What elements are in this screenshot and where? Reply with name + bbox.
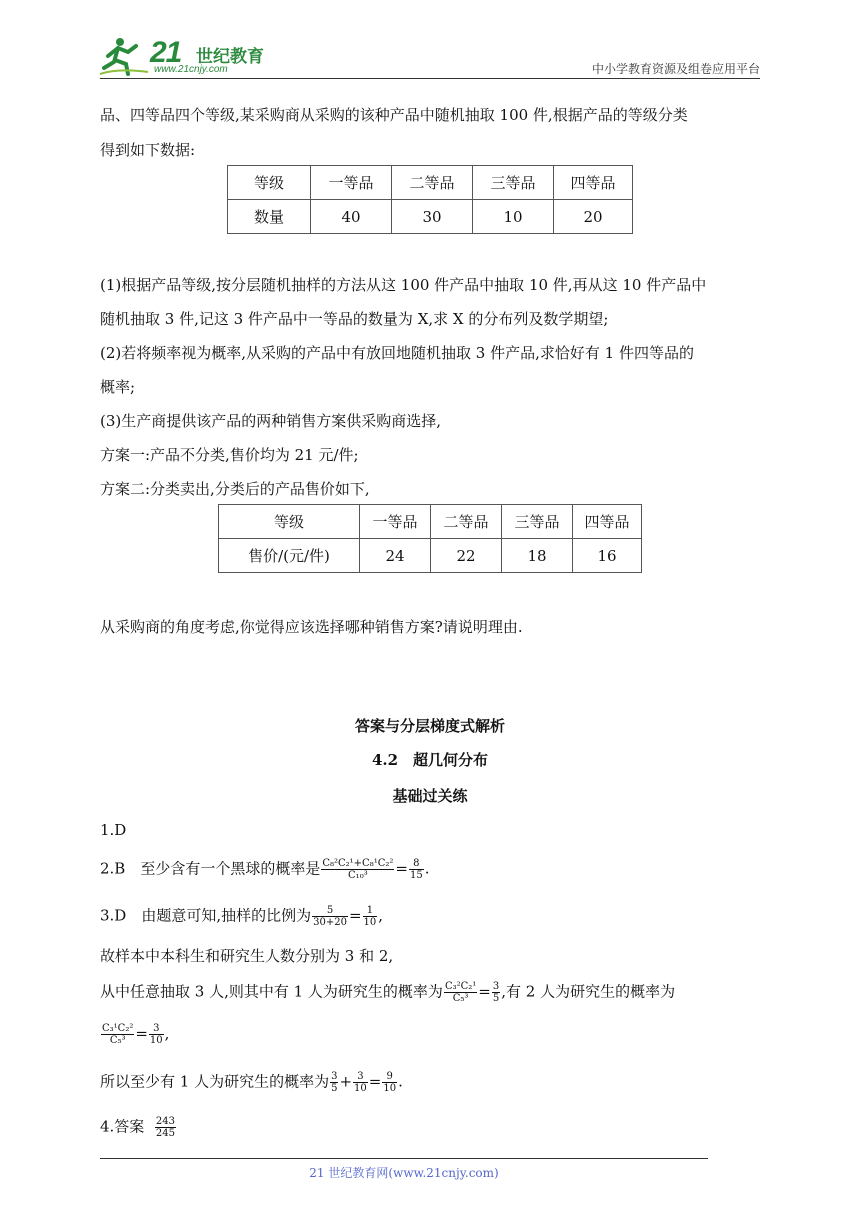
fraction-denominator: C₁₀³ (348, 870, 368, 881)
answer-text: ,有 2 人为研究生的概率为 (501, 982, 676, 1001)
table-cell: 四等品 (554, 166, 633, 200)
fraction-denominator: 10 (383, 1083, 397, 1094)
fraction (444, 981, 477, 1004)
fraction-denominator: 30+20 (313, 917, 347, 928)
table-cell: 24 (360, 539, 431, 573)
fraction (312, 905, 348, 928)
question-line-1: (1)根据产品等级,按分层随机抽样的方法从这 100 件产品中抽取 10 件,再从这 10 件产品中 (100, 276, 707, 294)
question-line-6: 方案一:产品不分类,售价均为 21 元/件; (100, 446, 359, 464)
fraction-numerator: 5 (312, 905, 348, 917)
table-cell: 16 (573, 539, 642, 573)
table-cell: 20 (554, 200, 633, 234)
fraction-denominator: 15 (409, 870, 423, 881)
answer-4-text: 4.答案 (100, 1117, 145, 1136)
fraction (101, 1023, 134, 1046)
table-cell: 三等品 (502, 505, 573, 539)
fraction (155, 1116, 176, 1139)
punctuation: , (378, 906, 384, 925)
table-cell: 40 (311, 200, 392, 234)
table-cell: 等级 (228, 166, 311, 200)
plus-sign: + (339, 1072, 353, 1091)
fraction (382, 1071, 397, 1094)
table-row (228, 200, 633, 234)
fraction-numerator: C₃²C₂¹ (444, 981, 477, 992)
equals-sign: = (135, 1024, 148, 1043)
table-cell: 一等品 (360, 505, 431, 539)
fraction-denominator: C₅³ (452, 993, 469, 1004)
question-line-4: 概率; (100, 378, 136, 396)
fraction (409, 858, 424, 881)
footer-link[interactable]: 21 世纪教育网(www.21cnjy.com) (309, 1166, 499, 1180)
table-cell: 三等品 (473, 166, 554, 200)
logo-url: www.21cnjy.com (154, 64, 228, 75)
punctuation: . (398, 1072, 403, 1091)
table-row (219, 539, 642, 573)
table-cell: 四等品 (573, 505, 642, 539)
fraction (321, 858, 394, 881)
fraction-numerator: C₃¹C₂² (102, 1023, 134, 1034)
table-row (228, 166, 633, 200)
table-cell: 18 (502, 539, 573, 573)
table-row (219, 505, 642, 539)
fraction-numerator: 3 (149, 1023, 164, 1035)
fraction-numerator: 1 (363, 905, 378, 917)
answer-text: 所以至少有 1 人为研究生的概率为 (100, 1072, 330, 1091)
question-line-5: (3)生产商提供该产品的两种销售方案供采购商选择, (100, 412, 442, 430)
logo-brand-cn: 世纪教育 (196, 47, 264, 67)
answer-3-line-4 (100, 1023, 169, 1046)
equals-sign: = (478, 982, 491, 1001)
equals-sign: = (395, 859, 408, 878)
price-table (218, 504, 642, 573)
fraction (330, 1071, 338, 1094)
fraction-denominator: 5 (492, 993, 500, 1004)
answer-2-text: 2.B 至少含有一个黑球的概率是 (100, 859, 321, 878)
fraction (149, 1023, 164, 1046)
answers-title: 答案与分层梯度式解析 (354, 717, 505, 735)
fraction-denominator: 10 (354, 1083, 367, 1094)
header-divider (100, 78, 760, 79)
answer-3-line-5 (100, 1071, 403, 1094)
answer-3 (100, 905, 383, 928)
answer-3-line-2: 故样本中本科生和研究生人数分别为 3 和 2, (100, 947, 394, 965)
table-cell: 售价/(元/件) (219, 539, 360, 573)
fraction-denominator: C₅³ (109, 1035, 126, 1046)
answer-4 (100, 1116, 177, 1139)
footer-divider (100, 1158, 708, 1159)
table-cell: 10 (473, 200, 554, 234)
table-cell: 30 (392, 200, 473, 234)
fraction (492, 981, 500, 1004)
fraction (363, 905, 378, 928)
answer-3-text: 3.D 由题意可知,抽样的比例为 (100, 906, 312, 925)
fraction-numerator: 3 (353, 1071, 368, 1083)
closing-question: 从采购商的角度考虑,你觉得应该选择哪种销售方案?请说明理由. (100, 618, 523, 636)
question-line-3: (2)若将频率视为概率,从采购的产品中有放回地随机抽取 3 件产品,求恰好有 1 件四等品的 (100, 344, 694, 362)
fraction-denominator: 5 (331, 1083, 338, 1094)
table-cell: 22 (431, 539, 502, 573)
fraction-numerator: 3 (492, 981, 500, 992)
equals-sign: = (348, 906, 362, 925)
table-cell: 一等品 (311, 166, 392, 200)
answer-1: 1.D (100, 821, 127, 839)
table-cell: 二等品 (431, 505, 502, 539)
header-platform-text: 中小学教育资源及组卷应用平台 (591, 62, 760, 76)
problem-line-2: 得到如下数据: (100, 141, 196, 159)
fraction (353, 1071, 368, 1094)
answer-2 (100, 858, 430, 881)
logo-brand: 21 (150, 36, 182, 69)
punctuation: . (424, 859, 430, 878)
fraction-denominator: 245 (155, 1128, 175, 1139)
fraction-denominator: 10 (149, 1035, 163, 1046)
table-cell: 二等品 (392, 166, 473, 200)
fraction-numerator: 8 (409, 858, 424, 870)
subsection-title: 基础过关练 (392, 787, 468, 805)
section-title: 4.2 超几何分布 (371, 751, 489, 769)
fraction-numerator: 3 (331, 1071, 338, 1082)
equals-sign: = (368, 1072, 382, 1091)
fraction-numerator: 9 (382, 1071, 397, 1083)
answer-text: 从中任意抽取 3 人,则其中有 1 人为研究生的概率为 (100, 982, 443, 1001)
quantity-table (227, 165, 633, 234)
fraction-numerator: C₈²C₂¹+C₈¹C₂² (322, 858, 394, 869)
punctuation: , (164, 1024, 170, 1043)
problem-line-1: 品、四等品四个等级,某采购商从采购的该种产品中随机抽取 100 件,根据产品的等级分类 (100, 106, 688, 124)
fraction-numerator: 243 (155, 1116, 175, 1127)
question-line-7: 方案二:分类卖出,分类后的产品售价如下, (100, 480, 370, 498)
table-cell: 数量 (228, 200, 311, 234)
answer-3-line-3 (100, 981, 675, 1004)
question-line-2: 随机抽取 3 件,记这 3 件产品中一等品的数量为 X,求 X 的分布列及数学期望; (100, 310, 609, 328)
fraction-denominator: 10 (363, 917, 377, 928)
runner-logo-icon (98, 34, 158, 76)
table-cell: 等级 (219, 505, 360, 539)
